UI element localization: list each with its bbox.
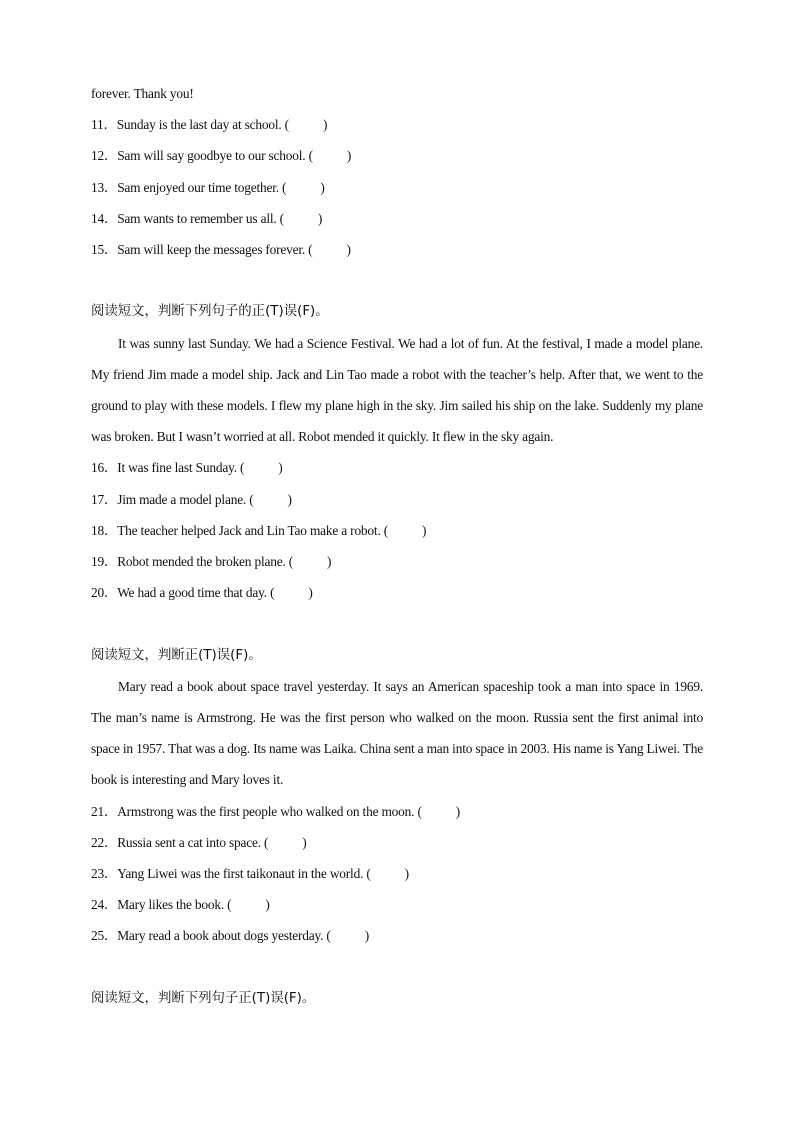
section-spacer <box>91 608 703 639</box>
section-2 <box>91 296 703 608</box>
question-number: 12． <box>91 148 118 164</box>
question-text: It was fine last Sunday. ( <box>117 460 245 476</box>
reading-passage <box>91 328 703 453</box>
question-close: ) <box>327 554 332 570</box>
question-25 <box>91 920 703 951</box>
question-number: 16． <box>91 460 118 476</box>
question-21 <box>91 796 703 827</box>
question-close: ) <box>278 460 283 476</box>
question-close: ) <box>346 148 352 164</box>
question-close: ) <box>265 897 270 913</box>
passage-text: It was sunny last Sunday. We had a Science Festival. We had a lot of fun. At the festival, I made a model plane. My friend Jim made a model ship. Jack and Lin Tao made a robot with the teacher’s help. After that, we went to the ground to play with these models. I flew my plane high in the sky. Jim sailed his ship on the lake. Suddenly my plane was broken. But I wasn’t worried at all. Robot mended it quickly. It flew in the sky again. <box>91 335 703 445</box>
question-close: ) <box>320 179 325 195</box>
question-text: Russia sent a cat into space. ( <box>117 834 269 850</box>
question-number: 22． <box>91 834 118 850</box>
question-number: 14． <box>91 210 118 226</box>
passage-text: Mary read a book about space travel yesterday. It says an American spaceship took a man into space in 1969. The man’s name is Armstrong. He was the first person who walked on the moon. Russia sent the first animal into space in 1957. That was a dog. Its name was Laika. China sent a man into space in 2003. His name is Yang Liwei. The book is interesting and Mary loves it. <box>91 678 703 788</box>
question-13 <box>91 172 703 203</box>
question-15 <box>91 234 703 265</box>
section-heading: 阅读短文，判断下列句子正(T)误(F)。 <box>91 990 316 1006</box>
question-23 <box>91 858 703 889</box>
question-number: 24． <box>91 897 118 913</box>
question-text: Mary read a book about dogs yesterday. ( <box>117 928 331 944</box>
question-number: 21． <box>91 803 118 819</box>
question-close: ) <box>302 834 307 850</box>
question-number: 13． <box>91 179 118 195</box>
question-text: Robot mended the broken plane. ( <box>117 554 293 570</box>
question-number: 11． <box>91 117 117 133</box>
question-number: 15． <box>91 242 118 258</box>
question-text: Jim made a model plane. ( <box>117 491 254 507</box>
question-12 <box>91 140 703 171</box>
question-text: Yang Liwei was the first taikonaut in the world. ( <box>117 866 371 882</box>
question-24 <box>91 889 703 920</box>
question-close: ) <box>364 928 369 944</box>
question-close: ) <box>322 117 328 133</box>
question-text: Sam will keep the messages forever. ( <box>117 242 313 258</box>
question-text: Sam will say goodbye to our school. ( <box>117 148 313 164</box>
question-number: 20． <box>91 585 118 601</box>
question-11 <box>91 109 703 140</box>
question-14 <box>91 203 703 234</box>
question-number: 19． <box>91 554 118 570</box>
question-18 <box>91 515 703 546</box>
question-close: ) <box>287 491 292 507</box>
question-number: 17． <box>91 491 118 507</box>
section-4 <box>91 983 703 1014</box>
question-20 <box>91 577 703 608</box>
question-close: ) <box>317 210 323 226</box>
question-close: ) <box>455 803 460 819</box>
question-text: Sam enjoyed our time together. ( <box>117 179 287 195</box>
section-spacer <box>91 952 703 983</box>
question-close: ) <box>346 242 351 258</box>
question-17 <box>91 484 703 515</box>
reading-passage <box>91 671 703 796</box>
section-heading: 阅读短文，判断下列句子的正(T)误(F)。 <box>91 304 329 320</box>
section-3 <box>91 640 703 952</box>
question-16 <box>91 452 703 483</box>
document-page <box>91 78 703 1014</box>
question-22 <box>91 827 703 858</box>
question-19 <box>91 546 703 577</box>
question-close: ) <box>308 585 313 601</box>
section-heading: 阅读短文，判断正(T)误(F)。 <box>91 647 262 663</box>
question-number: 23． <box>91 866 118 882</box>
section-1-questions <box>91 109 703 265</box>
question-close: ) <box>404 866 409 882</box>
question-text: We had a good time that day. ( <box>117 585 275 601</box>
question-text: Mary likes the book. ( <box>117 897 232 913</box>
section-spacer <box>91 265 703 296</box>
question-text: Sam wants to remember us all. ( <box>117 210 284 226</box>
question-number: 18． <box>91 522 118 538</box>
question-number: 25． <box>91 928 118 944</box>
question-text: Sunday is the last day at school. ( <box>116 117 289 133</box>
intro-line: forever. Thank you! <box>91 86 194 101</box>
question-close: ) <box>422 522 427 538</box>
question-text: Armstrong was the first people who walked on the moon. ( <box>117 803 422 819</box>
question-text: The teacher helped Jack and Lin Tao make a robot. ( <box>117 522 389 538</box>
